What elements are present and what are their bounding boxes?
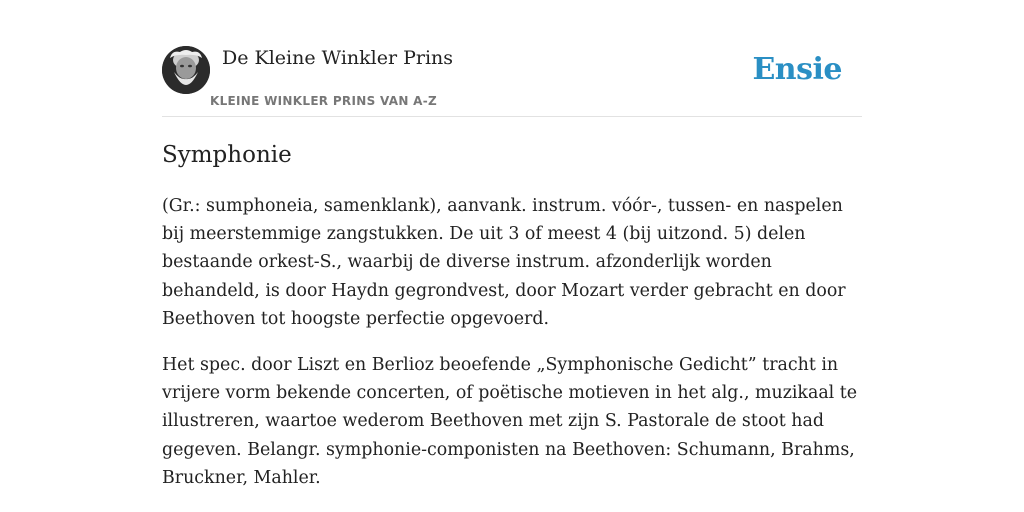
- author-portrait-icon: [162, 46, 210, 94]
- page-title: Symphonie: [162, 142, 292, 168]
- brand-logo[interactable]: Ensie: [752, 52, 842, 87]
- avatar[interactable]: [162, 46, 210, 94]
- article-paragraph: Het spec. door Liszt en Berlioz beoefende „Symphonische Gedicht” tracht in vrijere vorm bekende concerten, of poëtische motieven in het alg., muzikaal te illustreren, waartoe wederom Beethoven met zijn S. Pastorale de stoot had gegeven. Belangr. symphonie-componisten na Beethoven: Schumann, Brahms, Bruckner, Mahler.: [162, 355, 858, 488]
- article-paragraph: (Gr.: sumphoneia, samenklank), aanvank. instrum. vóór-, tussen- en naspelen bij meerstemmige zangstukken. De uit 3 of meest 4 (bij uitzond. 5) delen bestaande orkest-S., waarbij de diverse instrum. afzonderlijk worden behandeld, is door Haydn gegrondvest, door Mozart verder gebracht en door Beethoven tot hoogste perfectie opgevoerd.: [162, 196, 846, 329]
- content-column: [162, 0, 862, 488]
- source-title[interactable]: De Kleine Winkler Prins: [222, 47, 454, 69]
- header: [162, 0, 862, 117]
- source-subtitle[interactable]: KLEINE WINKLER PRINS VAN A-Z: [210, 94, 438, 108]
